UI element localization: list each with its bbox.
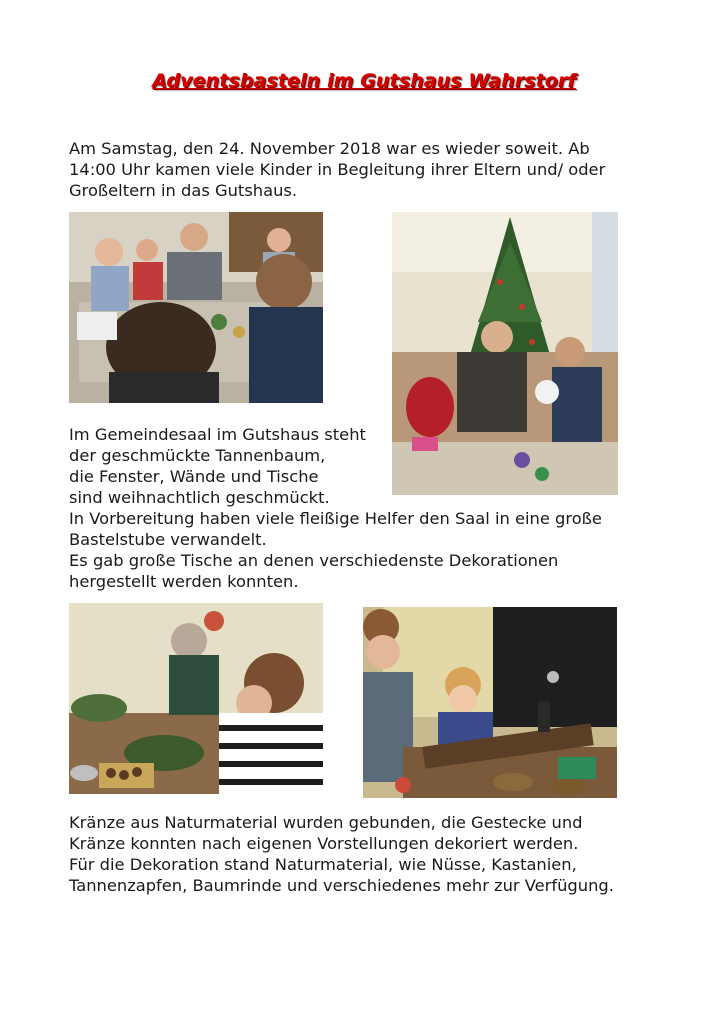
middle-line: In Vorbereitung haben viele fleißige Helfer den Saal in eine große <box>69 509 602 528</box>
intro-line: 14:00 Uhr kamen viele Kinder in Begleitung ihrer Eltern und/ oder <box>69 160 606 179</box>
middle-line: der geschmückte Tannenbaum, <box>69 446 326 465</box>
photo-wreath-binding <box>69 603 323 794</box>
middle-line: Es gab große Tische an denen verschiedenste Dekorationen <box>69 551 559 570</box>
middle-line: Im Gemeindesaal im Gutshaus steht <box>69 425 366 444</box>
middle-line: sind weihnachtlich geschmückt. <box>69 488 330 507</box>
intro-line: Großeltern in das Gutshaus. <box>69 181 298 200</box>
closing-line: Für die Dekoration stand Naturmaterial, wie Nüsse, Kastanien, <box>69 855 577 874</box>
closing-line: Kränze aus Naturmaterial wurden gebunden, die Gestecke und <box>69 813 583 832</box>
intro-paragraph <box>69 138 605 201</box>
photo-children-crafting <box>69 212 323 403</box>
closing-paragraph <box>69 812 614 896</box>
closing-line: Kränze konnten nach eigenen Vorstellungen dekoriert werden. <box>69 834 579 853</box>
photo-bark-decorating <box>363 607 617 798</box>
intro-line: Am Samstag, den 24. November 2018 war es wieder soweit. Ab <box>69 139 590 158</box>
page-title: Adventsbasteln im Gutshaus Wahrstorf <box>152 70 576 92</box>
middle-line: Bastelstube verwandelt. <box>69 530 267 549</box>
closing-line: Tannenzapfen, Baumrinde und verschiedenes mehr zur Verfügung. <box>69 876 614 895</box>
middle-line: hergestellt werden konnten. <box>69 572 299 591</box>
middle-line: die Fenster, Wände und Tische <box>69 467 319 486</box>
middle-paragraph <box>69 424 602 592</box>
